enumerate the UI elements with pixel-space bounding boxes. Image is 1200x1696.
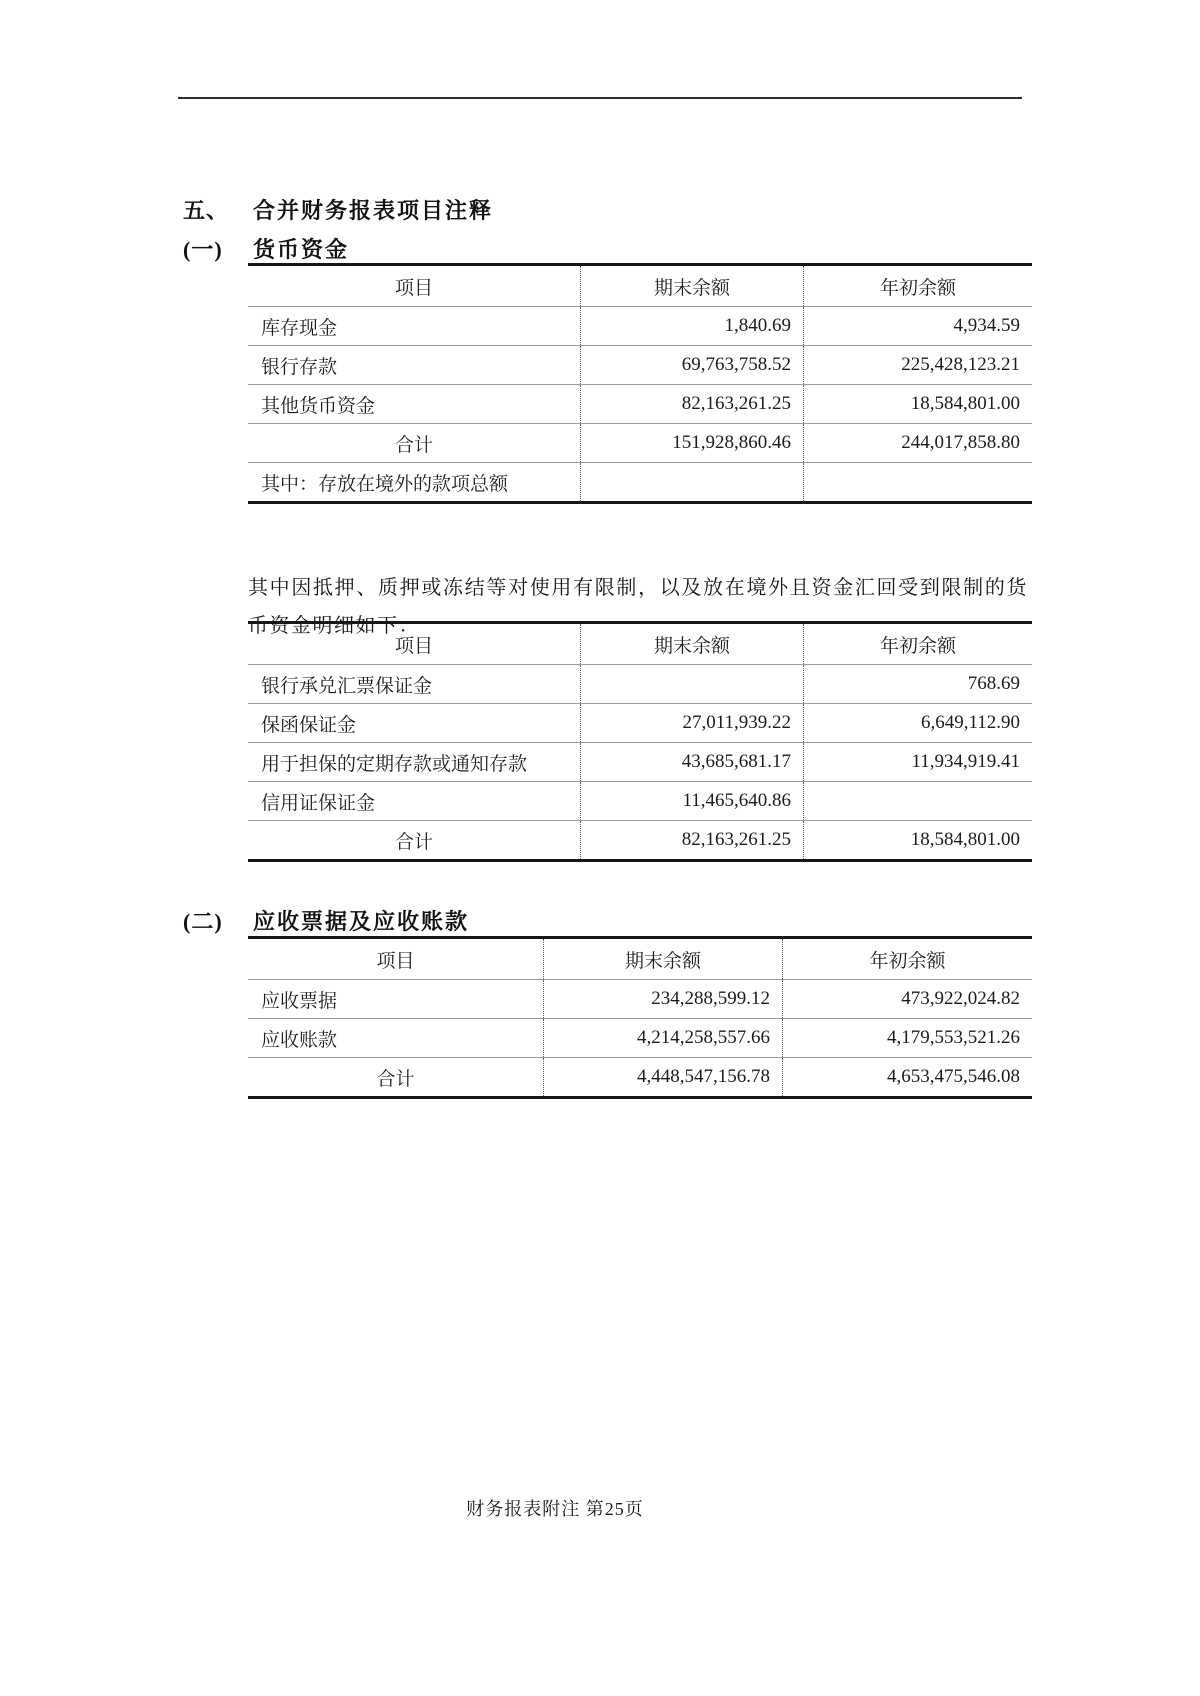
- beginning-balance-cell: 244,017,858.80: [901, 432, 1020, 453]
- beginning-balance-cell: 11,934,919.41: [911, 751, 1020, 772]
- beginning-balance-cell: [804, 463, 1033, 503]
- beginning-balance-cell: [804, 782, 1033, 821]
- ending-balance-cell: 82,163,261.25: [581, 385, 804, 424]
- restricted-monetary-funds-table: [248, 621, 1032, 862]
- table-row: [248, 1058, 1032, 1098]
- restricted-funds-note: 其中因抵押、质押或冻结等对使用有限制，以及放在境外且资金汇回受到限制的货币资金明细如下：: [248, 577, 1028, 637]
- ending-balance-cell: [581, 665, 804, 704]
- table-row: [248, 385, 1032, 424]
- item-cell: 用于担保的定期存款或通知存款: [248, 743, 581, 782]
- ending-balance-header: 期末余额: [544, 938, 783, 980]
- table-row: [248, 463, 1032, 503]
- page-footer: 财务报表附注 第25页: [466, 1499, 644, 1519]
- table-row: [248, 665, 1032, 704]
- ending-balance-header: 期末余额: [581, 265, 804, 307]
- beginning-balance-cell: 225,428,123.21: [901, 354, 1020, 375]
- item-cell: 合计: [248, 424, 581, 463]
- ending-balance-cell: 4,214,258,557.66: [544, 1019, 783, 1058]
- table-row: [248, 1019, 1032, 1058]
- subsection-1-number: (一): [183, 237, 223, 262]
- section-number: 五、: [183, 198, 230, 223]
- subsection-2-heading: [183, 905, 469, 936]
- item-cell: 合计: [248, 821, 581, 861]
- header-rule: [178, 97, 1022, 99]
- item-header: 项目: [248, 938, 544, 980]
- subsection-2-number: (二): [183, 909, 223, 934]
- subsection-1-title: 货币资金: [253, 237, 350, 262]
- table-row: [248, 704, 1032, 743]
- table-row: [248, 821, 1032, 861]
- ending-balance-cell: 27,011,939.22: [581, 704, 804, 743]
- beginning-balance-cell: 4,179,553,521.26: [887, 1027, 1020, 1048]
- item-cell: 保函保证金: [248, 704, 581, 743]
- beginning-balance-cell: 768.69: [967, 673, 1020, 694]
- beginning-balance-cell: 473,922,024.82: [901, 988, 1020, 1009]
- subsection-1-heading: [183, 233, 349, 264]
- ending-balance-cell: 1,840.69: [581, 307, 804, 346]
- item-cell: 银行承兑汇票保证金: [248, 665, 581, 704]
- beginning-balance-cell: 4,934.59: [953, 315, 1020, 336]
- item-cell: 合计: [248, 1058, 544, 1098]
- item-cell: 其中：存放在境外的款项总额: [248, 463, 581, 503]
- subsection-2-title: 应收票据及应收账款: [253, 909, 470, 934]
- table-row: [248, 424, 1032, 463]
- ending-balance-cell: [581, 463, 804, 503]
- beginning-balance-cell: 18,584,801.00: [910, 829, 1020, 850]
- ending-balance-cell: 69,763,758.52: [581, 346, 804, 385]
- receivables-table: [248, 936, 1032, 1099]
- beginning-balance-cell: 4,653,475,546.08: [887, 1066, 1020, 1087]
- table-row: [248, 743, 1032, 782]
- ending-balance-cell: 43,685,681.17: [581, 743, 804, 782]
- item-cell: 应收票据: [248, 980, 544, 1019]
- item-cell: 其他货币资金: [248, 385, 581, 424]
- item-header: 项目: [248, 623, 581, 665]
- item-cell: 信用证保证金: [248, 782, 581, 821]
- ending-balance-cell: 11,465,640.86: [581, 782, 804, 821]
- header-row: [248, 623, 1032, 665]
- beginning-balance-cell: 6,649,112.90: [920, 712, 1020, 733]
- ending-balance-header: 期末余额: [581, 623, 804, 665]
- table-row: [248, 307, 1032, 346]
- table-row: [248, 980, 1032, 1019]
- monetary-funds-table: [248, 263, 1032, 504]
- item-cell: 银行存款: [248, 346, 581, 385]
- beginning-balance-header: 年初余额: [879, 635, 956, 657]
- section-title: 合并财务报表项目注释: [253, 198, 494, 223]
- header-row: [248, 265, 1032, 307]
- beginning-balance-header: 年初余额: [879, 277, 956, 299]
- section-heading: [183, 194, 493, 225]
- ending-balance-cell: 4,448,547,156.78: [544, 1058, 783, 1098]
- ending-balance-cell: 151,928,860.46: [581, 424, 804, 463]
- header-row: [248, 938, 1032, 980]
- item-cell: 应收账款: [248, 1019, 544, 1058]
- beginning-balance-header: 年初余额: [869, 950, 946, 972]
- table-row: [248, 782, 1032, 821]
- item-header: 项目: [248, 265, 581, 307]
- ending-balance-cell: 82,163,261.25: [581, 821, 804, 861]
- beginning-balance-cell: 18,584,801.00: [910, 393, 1020, 414]
- table-row: [248, 346, 1032, 385]
- item-cell: 库存现金: [248, 307, 581, 346]
- ending-balance-cell: 234,288,599.12: [544, 980, 783, 1019]
